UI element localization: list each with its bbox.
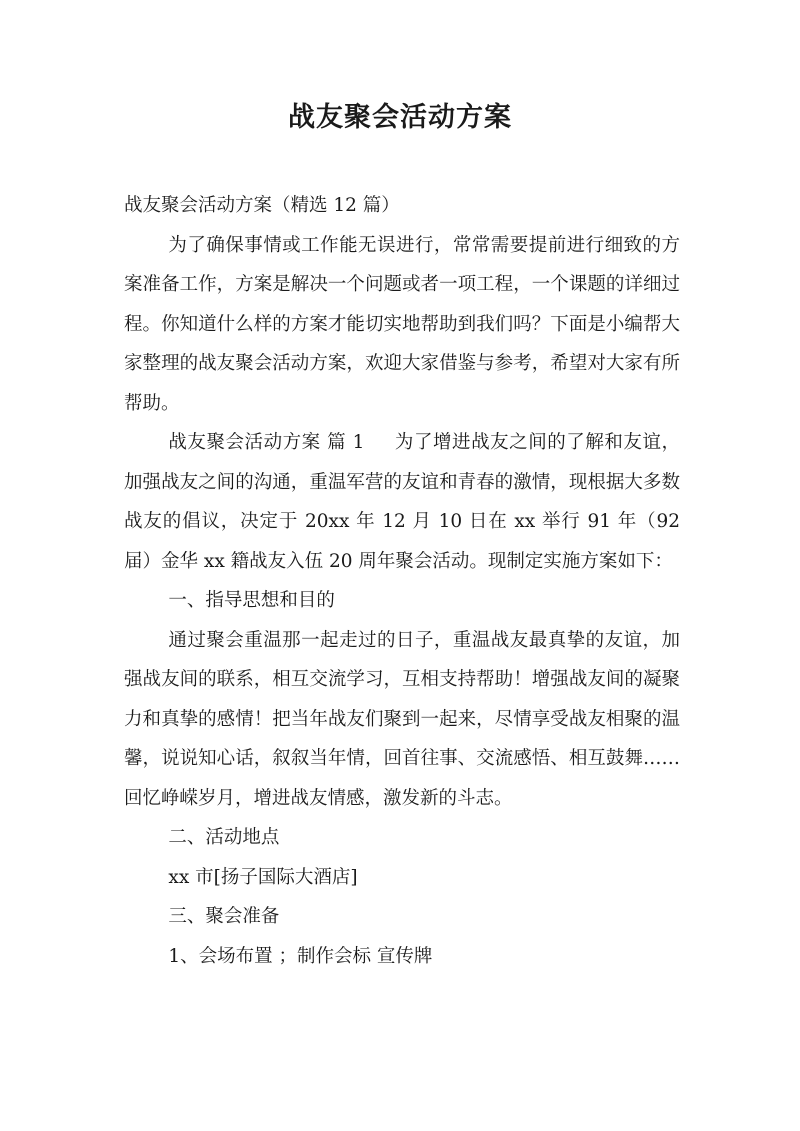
document-subtitle: 战友聚会活动方案（精选 12 篇） [124,195,400,216]
section-paragraph-2: xx 市[扬子国际大酒店] [168,866,358,888]
document-title: 战友聚会活动方案 [288,102,512,133]
section-heading-1: 一、指导思想和目的 [168,590,335,611]
chapter-paragraph [124,423,680,581]
chapter-label: 战友聚会活动方案 篇 1 [168,432,365,453]
section-heading-2: 二、活动地点 [168,827,280,848]
section-item-1: 1、会场布置 ；制作会标 宣传牌 [168,945,433,967]
section-paragraph-1: 通过聚会重温那一起走过的日子，重温战友最真挚的友谊，加强战友间的联系，相互交流学习，互相支持帮助！增强战友间的凝聚力和真挚的感情！把当年战友们聚到一起来，尽情享受战友相聚的温馨，说说知心话，叙叙当年情，回首往事、交流感悟、相互鼓舞……回忆峥嵘岁月，增进战友情感，激发新的斗志。 [124,629,680,809]
intro-paragraph: 为了确保事情或工作能无误进行，常常需要提前进行细致的方案准备工作，方案是解决一个问题或者一项工程，一个课题的详细过程。你知道什么样的方案才能切实地帮助到我们吗？下面是小编帮大家整理的战友聚会活动方案，欢迎大家借鉴与参考，希望对大家有所帮助。 [124,234,680,414]
document-body [124,186,680,976]
chapter-text: 为了增进战友之间的了解和友谊，加强战友之间的沟通，重温军营的友谊和青春的激情，现根据大多数战友的倡议，决定于 20xx 年 12 月 10 日在 xx 举行 91 年（92 届）金华 xx 籍战友入伍 20 周年聚会活动。现制定实施方案如下： [124,432,680,572]
section-heading-3: 三、聚会准备 [168,906,280,927]
